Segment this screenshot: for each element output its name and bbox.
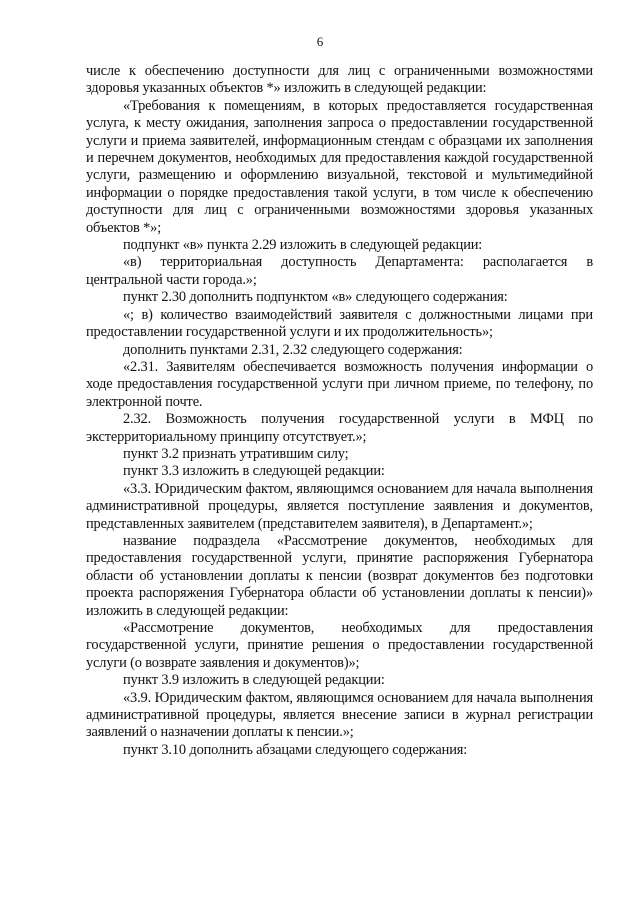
- paragraph: название подраздела «Рассмотрение документов, необходимых для предоставления государственной услуги, принятие распоряжения Губернатора области об установлении доплаты к пенсии (возврат документов без подготовки проекта распоряжения Губернатора области об установлении доплаты к пенсии)» изложить в следующей редакции:: [86, 532, 593, 619]
- paragraph: «3.3. Юридическим фактом, являющимся основанием для начала выполнения административной процедуры, является поступление заявления и документов, представленных заявителем (представителем заявителя), в Департамент.»;: [86, 480, 593, 532]
- paragraph: пункт 3.3 изложить в следующей редакции:: [123, 463, 385, 480]
- paragraph: «в) территориальная доступность Департамента: располагается в центральной части города.»;: [86, 254, 593, 288]
- paragraph: пункт 3.9 изложить в следующей редакции:: [123, 672, 385, 689]
- paragraph: «Рассмотрение документов, необходимых для предоставления государственной услуги, принятие решения о предоставлении государственной услуги (о возврате заявления и документов)»;: [86, 620, 593, 671]
- paragraph: «; в) количество взаимодействий заявителя с должностными лицами при предоставлении государственной услуги и их продолжительность»;: [86, 306, 593, 341]
- paragraph: дополнить пунктами 2.31, 2.32 следующего содержания:: [123, 341, 463, 358]
- paragraph: подпункт «в» пункта 2.29 изложить в следующей редакции:: [123, 237, 483, 254]
- paragraph: 2.32. Возможность получения государственной услуги в МФЦ по экстерриториальному принципу отсутствует.»;: [86, 411, 593, 445]
- paragraph: пункт 3.10 дополнить абзацами следующего содержания:: [123, 741, 468, 758]
- paragraph: «3.9. Юридическим фактом, являющимся основанием для начала выполнения административной процедуры, является внесение записи в журнал регистрации заявлений о назначении доплаты к пенсии.»;: [86, 689, 593, 741]
- paragraph: пункт 3.2 признать утратившим силу;: [123, 445, 349, 462]
- paragraph: «2.31. Заявителям обеспечивается возможность получения информации о ходе предоставления государственной услуги при личном приеме, по телефону, по электронной почте.: [86, 358, 593, 410]
- paragraph: числе к обеспечению доступности для лиц с ограниченными возможностями здоровья указанных объектов *» изложить в следующей редакции:: [86, 63, 593, 97]
- document-body: [86, 63, 593, 759]
- page-number: 6: [316, 34, 324, 49]
- paragraph: «Требования к помещениям, в которых предоставляется государственная услуга, к месту ожидания, заполнения запроса о предоставлении государственной услуги и приема заявителей, информационным стендам с образцами их заполнения и перечнем документов, необходимых для предоставления каждой государственной услуги, размещению и оформлению визуальной, текстовой и мультимедийной информации о порядке предоставления такой услуги, в том числе к обеспечению доступности для лиц с ограниченными возможностями здоровья указанных объектов *»;: [86, 97, 593, 236]
- paragraph: пункт 2.30 дополнить подпунктом «в» следующего содержания:: [123, 289, 508, 306]
